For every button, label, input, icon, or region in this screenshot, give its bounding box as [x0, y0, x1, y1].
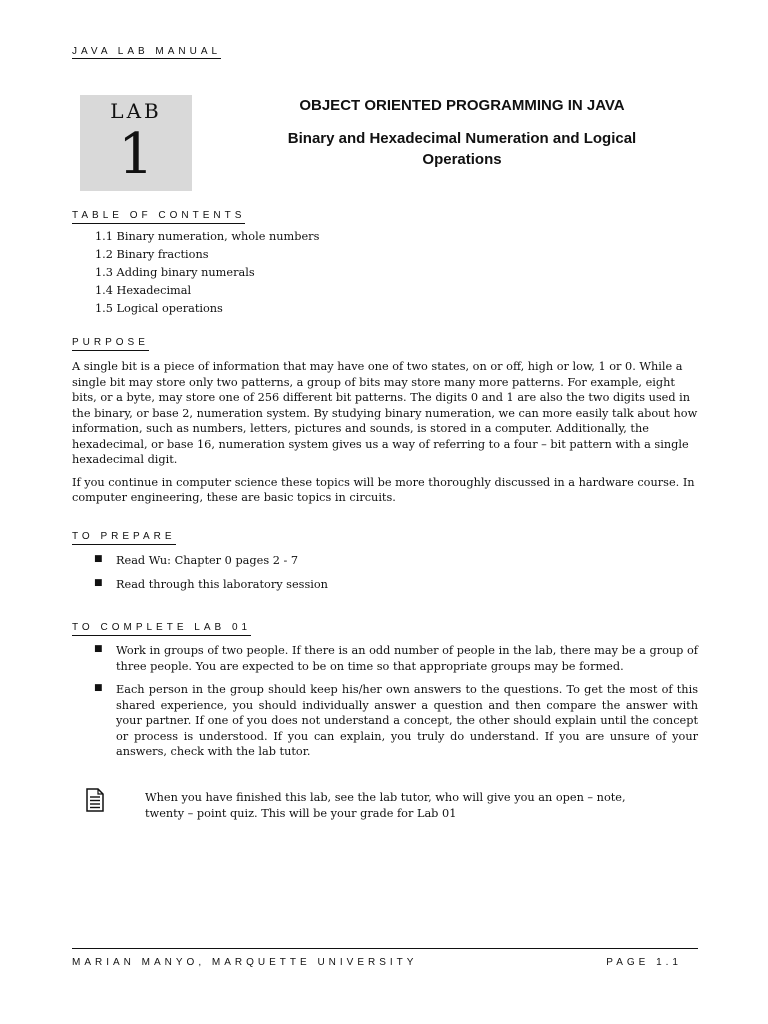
running-header: JAVA LAB MANUAL: [72, 46, 222, 57]
lab-number-box: [80, 95, 192, 191]
toc-item: 1.5 Logical operations: [95, 302, 223, 315]
footer-author: MARIAN MANYO, MARQUETTE UNIVERSITY: [72, 957, 418, 968]
lab-number: 1: [118, 122, 154, 187]
toc-item: 1.1 Binary numeration, whole numbers: [95, 230, 320, 243]
lab-title: Binary and Hexadecimal Numeration and Logical Operations: [287, 130, 637, 168]
course-title: OBJECT ORIENTED PROGRAMMING IN JAVA: [299, 97, 625, 114]
lab-label: LAB: [110, 99, 162, 123]
complete-heading: TO COMPLETE LAB 01: [72, 622, 251, 636]
toc-heading: TABLE OF CONTENTS: [72, 210, 245, 224]
list-item: ■ Read through this laboratory session: [94, 577, 328, 591]
list-item: ■ Each person in the group should keep his/her own answers to the questions. To get the most of this shared experience, you should individually answer a question and then compare the answer with your partner. If one of you does not understand a concept, the other should explain until the concept or process is understood. If you can explain, you truly do understand. If you are unsure of your answers, check with the lab tutor.: [94, 683, 698, 758]
prepare-list: [90, 553, 698, 600]
footer-divider: [72, 948, 698, 949]
bullet-icon: ■: [94, 644, 103, 654]
toc-item: 1.4 Hexadecimal: [95, 284, 192, 297]
bullet-icon: ■: [94, 577, 103, 588]
toc-list: [95, 228, 319, 318]
note-text: When you have finished this lab, see the lab tutor, who will give you an open – note, twenty – point quiz. This will be your grade for Lab 01: [145, 791, 626, 820]
toc-item: 1.3 Adding binary numerals: [95, 266, 255, 279]
toc-item: 1.2 Binary fractions: [95, 248, 209, 261]
bullet-icon: ■: [94, 554, 103, 564]
list-item: ■ Work in groups of two people. If there is an odd number of people in the lab, there may be a group of three people. You are expected to be on time so that appropriate groups may be formed.: [94, 644, 698, 673]
prepare-heading: TO PREPARE: [72, 531, 176, 545]
complete-list: [90, 643, 698, 768]
list-item: ■ Read Wu: Chapter 0 pages 2 - 7: [94, 554, 299, 567]
purpose-paragraph: If you continue in computer science these topics will be more thoroughly discussed in a hardware course. In computer engineering, these are basic topics in circuits.: [72, 475, 695, 504]
note-icon: [86, 788, 104, 816]
bullet-icon: ■: [94, 683, 103, 693]
purpose-heading: PURPOSE: [72, 337, 149, 351]
page-number: PAGE 1.1: [606, 957, 682, 968]
purpose-text: [72, 359, 700, 513]
title-block: [262, 96, 662, 170]
purpose-paragraph: A single bit is a piece of information that may have one of two states, on or off, high or low, 1 or 0. While a single bit may store only two patterns, a group of bits may store many more patterns. For example, eight bits, or a byte, may store one of 256 different bit patterns. The digits 0 and 1 are also the two digits used in the binary, or base 2, numeration system. By studying binary numeration, we can more easily talk about how information, such as numbers, letters, pictures and sounds, is stored in a computer. Additionally, the hexadecimal, or base 16, numeration system gives us a way of referring to a four – bit pattern with a single hexadecimal digit.: [72, 360, 698, 466]
